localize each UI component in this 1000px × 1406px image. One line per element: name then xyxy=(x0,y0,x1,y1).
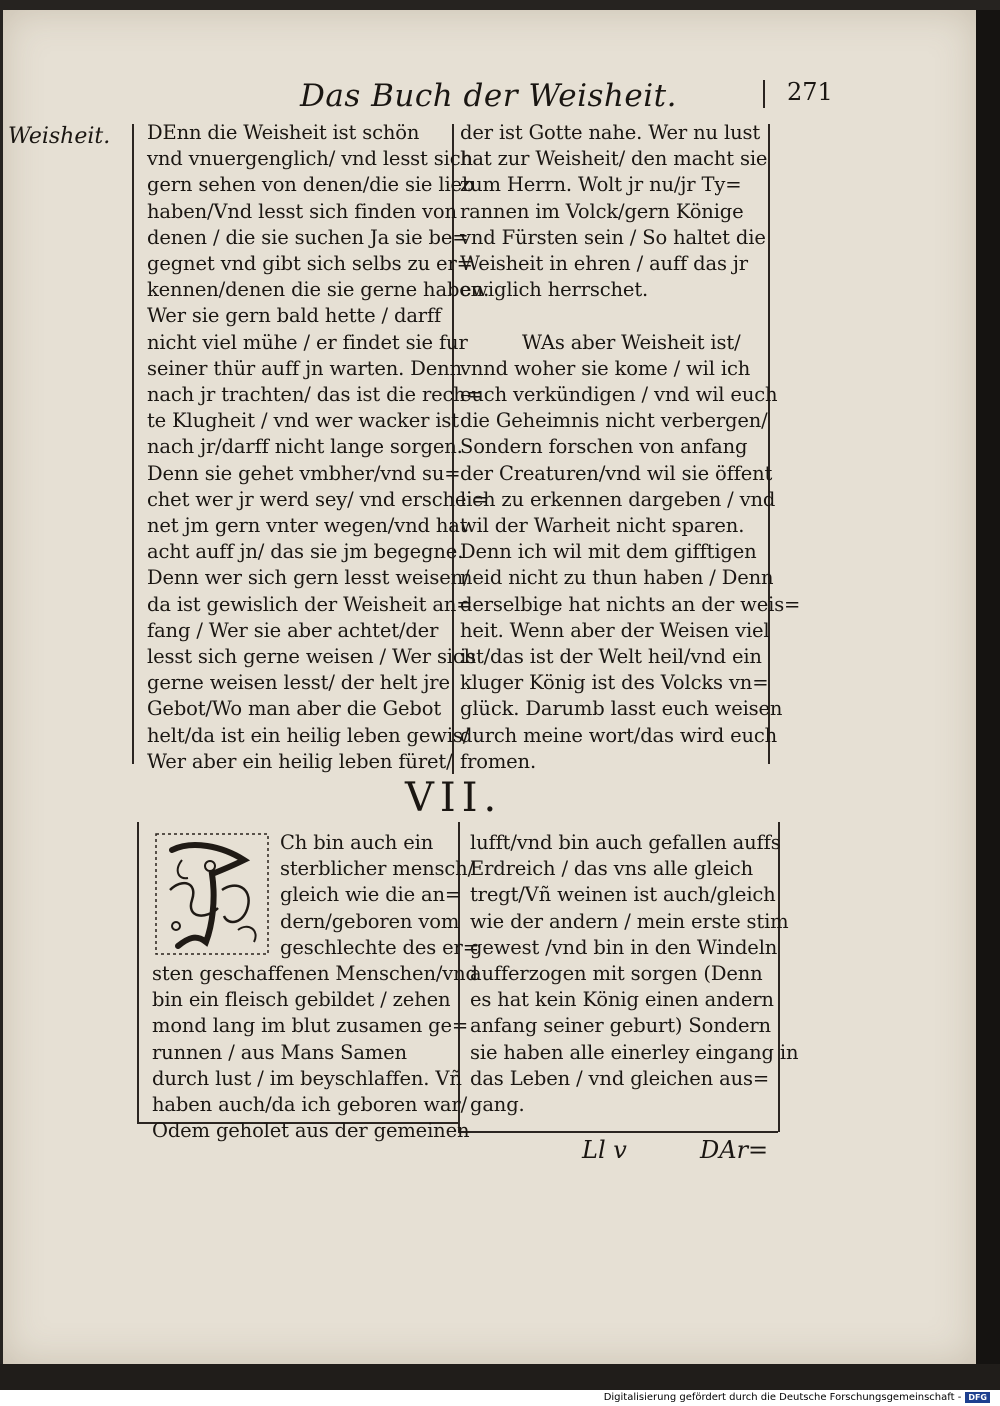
text-line: Ch bin auch ein xyxy=(280,831,434,854)
text-line: Wer aber ein heilig leben füret/ xyxy=(147,749,453,773)
text-line: Odem geholet aus der gemeinen xyxy=(152,1119,470,1143)
text-line: nach jr/darff nicht lange sorgen. xyxy=(147,435,463,459)
text-line: dern/geboren vom xyxy=(280,909,460,933)
upper-left-column xyxy=(147,120,489,775)
text-line: nach jr trachten/ das ist die rech= xyxy=(147,383,482,407)
text-line: fromen. xyxy=(460,749,537,773)
text-line: durch lust / im beyschlaffen. Vñ xyxy=(152,1066,462,1090)
paragraph-gap xyxy=(460,303,800,329)
text-line: neid nicht zu thun haben / Denn xyxy=(460,566,774,590)
text-line: Denn wer sich gern lesst weisen/ xyxy=(147,566,470,590)
text-line: runnen / aus Mans Samen xyxy=(152,1040,407,1064)
text-line: hat zur Weisheit/ den macht sie xyxy=(460,147,768,171)
text-line: nicht viel mühe / er findet sie fur xyxy=(147,330,468,354)
text-line: gerne weisen lesst/ der helt jre xyxy=(147,671,450,695)
text-line: acht auff jn/ das sie jm begegne. xyxy=(147,540,464,564)
text-line: fang / Wer sie aber achtet/der xyxy=(147,618,439,642)
text-line: bin ein fleisch gebildet / zehen xyxy=(152,988,451,1012)
text-line: lich zu erkennen dargeben / vnd xyxy=(460,487,776,511)
decorated-initial-i xyxy=(152,830,272,958)
text-line: da ist gewislich der Weisheit an= xyxy=(147,592,473,616)
text-line: gewest /vnd bin in den Windeln xyxy=(470,935,778,959)
text-line: aufferzogen mit sorgen (Denn xyxy=(470,962,763,986)
text-line: lufft/vnd bin auch gefallen auffs xyxy=(470,831,781,854)
lower-right-column xyxy=(470,830,798,1118)
text-line: wil der Warheit nicht sparen. xyxy=(460,514,745,538)
text-line: Weisheit in ehren / auff das jr xyxy=(460,252,748,276)
left-rule-upper xyxy=(132,124,134,764)
text-line: Erdreich / das vns alle gleich xyxy=(470,857,753,881)
dfg-logo: DFG xyxy=(965,1392,990,1403)
text-line: tregt/Vñ weinen ist auch/gleich xyxy=(470,883,776,907)
text-line: heit. Wenn aber der Weisen viel xyxy=(460,618,770,642)
text-line: kluger König ist des Volcks vn= xyxy=(460,671,769,695)
margin-note: Weisheit. xyxy=(8,124,111,149)
text-line: Denn sie gehet vmbher/vnd su= xyxy=(147,461,461,485)
text-line: seiner thür auff jn warten. Denn xyxy=(147,356,462,380)
left-rule-lower xyxy=(137,822,139,1122)
text-line: kennen/denen die sie gerne haben. xyxy=(147,278,490,302)
text-line: sie haben alle einerley eingang in xyxy=(470,1040,799,1064)
text-line: vnd vnuergenglich/ vnd lesst sich xyxy=(147,147,473,171)
text-line: net jm gern vnter wegen/vnd hat xyxy=(147,514,468,538)
digitization-credit xyxy=(604,1392,990,1403)
running-title: Das Buch der Weisheit. xyxy=(300,78,677,114)
text-line: gegnet vnd gibt sich selbs zu er= xyxy=(147,252,473,276)
header-divider xyxy=(763,80,765,108)
lower-left-column xyxy=(152,961,478,1144)
upper-right-column xyxy=(460,120,800,775)
page-edge-right xyxy=(976,10,1000,1364)
text-line: Wer sie gern bald hette / darff xyxy=(147,304,442,328)
text-line: zum Herrn. Wolt jr nu/jr Ty= xyxy=(460,173,742,197)
text-line: das Leben / vnd gleichen aus= xyxy=(470,1066,770,1090)
text-line: helt/da ist ein heilig leben gewis/ xyxy=(147,723,470,747)
text-line: gang. xyxy=(470,1093,525,1117)
text-line: gern sehen von denen/die sie lieb xyxy=(147,173,475,197)
text-line: ist/das ist der Welt heil/vnd ein xyxy=(460,645,762,669)
text-line: die Geheimnis nicht verbergen/ xyxy=(460,409,768,433)
text-line: gleich wie die an= xyxy=(280,883,462,907)
catchword: DAr= xyxy=(700,1136,769,1164)
text-line: vnd Fürsten sein / So haltet die xyxy=(460,225,766,249)
text-line: haben/Vnd lesst sich finden von xyxy=(147,199,457,223)
text-line: es hat kein König einen andern xyxy=(470,988,774,1012)
chapter-heading: VII. xyxy=(405,775,503,821)
text-line: sten geschaffenen Menschen/vnd xyxy=(152,962,478,985)
bottom-rule-right xyxy=(458,1131,778,1133)
text-line: der ist Gotte nahe. Wer nu lust xyxy=(460,121,761,144)
text-line: denen / die sie suchen Ja sie be= xyxy=(147,225,469,249)
lower-left-indented xyxy=(280,830,479,961)
text-line: sterblicher mensch/ xyxy=(280,857,474,881)
text-line: Sondern forschen von anfang xyxy=(460,435,748,459)
text-line: ewiglich herrschet. xyxy=(460,278,649,302)
text-line: geschlechte des er= xyxy=(280,935,479,959)
text-line: DEnn die Weisheit ist schön xyxy=(147,121,420,144)
text-line: der Creaturen/vnd wil sie öffent xyxy=(460,461,773,485)
text-line: wie der andern / mein erste stim xyxy=(470,909,789,933)
text-line: Denn ich wil mit dem gifftigen xyxy=(460,540,757,564)
text-line: rannen im Volck/gern Könige xyxy=(460,199,744,223)
text-line: glück. Darumb lasst euch weisen xyxy=(460,697,783,721)
page-edge-bottom xyxy=(0,1364,1000,1390)
credit-text: Digitalisierung gefördert durch die Deutsche Forschungsgemeinschaft - xyxy=(603,1392,962,1403)
text-line: durch meine wort/das wird euch xyxy=(460,723,778,747)
text-line: WAs aber Weisheit ist/ xyxy=(522,330,741,354)
text-line: derselbige hat nichts an der weis= xyxy=(460,592,801,616)
signature-mark: Ll v xyxy=(582,1136,627,1164)
text-line: vnnd woher sie kome / wil ich xyxy=(460,356,751,380)
text-line: te Klugheit / vnd wer wacker ist xyxy=(147,409,459,433)
text-line: euch verkündigen / vnd wil euch xyxy=(460,383,778,407)
text-line: anfang seiner geburt) Sondern xyxy=(470,1014,771,1038)
text-line: Gebot/Wo man aber die Gebot xyxy=(147,697,442,721)
page-number: 271 xyxy=(787,78,833,106)
text-line: lesst sich gerne weisen / Wer sich xyxy=(147,645,477,669)
text-line: chet wer jr werd sey/ vnd erschei= xyxy=(147,487,489,511)
text-line: mond lang im blut zusamen ge= xyxy=(152,1014,469,1038)
text-line: haben auch/da ich geboren war/ xyxy=(152,1093,467,1117)
